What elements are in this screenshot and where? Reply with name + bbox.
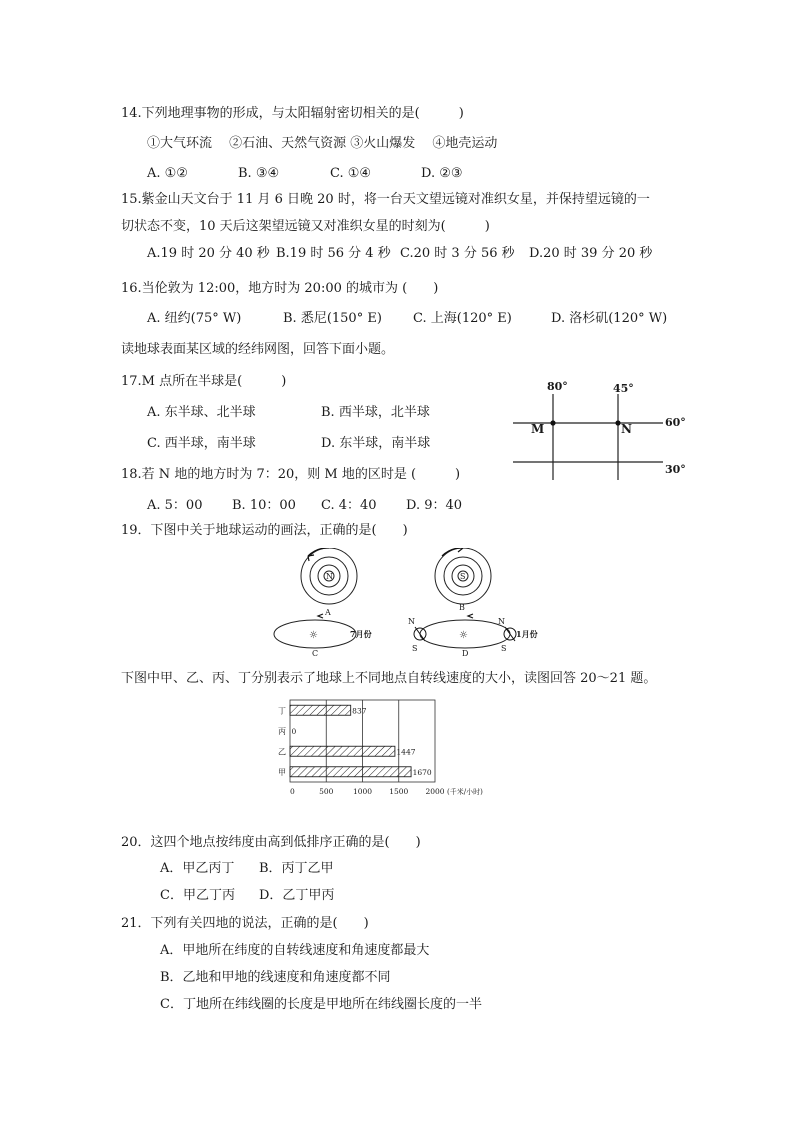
figure-d-month: 1月份: [516, 629, 538, 639]
q15-stem-line1: 15.紫金山天文台于 11 月 6 日晚 20 时，将一台天文望远镜对准织女星，并保持望远镜的一: [121, 192, 650, 207]
q21-option-b: B．乙地和甲地的线速度和角速度都不同: [160, 970, 391, 985]
figure-a-pole: N: [326, 572, 333, 581]
q20-option-d: D．乙丁甲丙: [259, 888, 335, 903]
value-label-丙: 0: [291, 726, 297, 736]
q18-option-d: D. 9：40: [406, 498, 463, 513]
rotation-velocity-chart: [270, 698, 510, 802]
q15-stem-line2: 切状态不变，10 天后这架望远镜又对准织女星的时刻为( ): [121, 219, 490, 234]
figure-a-label: A: [325, 608, 331, 617]
intro-20-21: 下图中甲、乙、丙、丁分别表示了地球上不同地点自转线速度的大小，读图回答 20～21 题。: [121, 671, 657, 686]
q17-option-c: C. 西半球，南半球: [147, 436, 256, 451]
category-乙: 乙: [278, 747, 286, 757]
category-丙: 丙: [278, 726, 286, 736]
point-n: [615, 420, 620, 425]
q21-option-c: C．丁地所在纬线圈的长度是甲地所在纬线圈长度的一半: [160, 997, 482, 1012]
q20-option-a: A．甲乙丙丁: [160, 861, 235, 876]
figure-d-pole-n2: N: [498, 617, 505, 626]
q20-stem: 20．这四个地点按纬度由高到低排序正确的是( ): [121, 835, 421, 850]
q14-option-a: A. ①②: [147, 166, 188, 181]
lon-label-80: 80°: [547, 380, 568, 393]
q19-stem: 19．下图中关于地球运动的画法，正确的是( ): [121, 523, 408, 538]
q15-option-a: A.19 时 20 分 40 秒: [147, 246, 270, 261]
category-丁: 丁: [278, 706, 286, 716]
point-m: [550, 420, 555, 425]
q18-option-c: C. 4：40: [321, 498, 377, 513]
q15-option-c: C.20 时 3 分 56 秒: [400, 246, 515, 261]
point-n-label: N: [621, 422, 632, 436]
value-label-乙: 1447: [396, 747, 416, 757]
q17-option-a: A. 东半球、北半球: [147, 405, 256, 420]
x-tick-0: 0: [290, 787, 295, 796]
q20-option-c: C．甲乙丁丙: [160, 888, 235, 903]
lon-label-45: 45°: [613, 382, 634, 395]
q18-stem: 18.若 N 地的地方时为 7：20，则 M 地的区时是 ( ): [121, 467, 461, 482]
figure-d-sun: ☼: [459, 630, 468, 641]
q18-option-a: A. 5：00: [147, 498, 203, 513]
category-甲: 甲: [278, 767, 286, 777]
figure-c: [274, 614, 372, 656]
value-label-甲: 1670: [412, 767, 432, 777]
bar-丁: [290, 705, 351, 715]
bar-甲: [290, 767, 411, 777]
lat-lon-grid-map: [505, 378, 700, 480]
q14-stem: 14.下列地理事物的形成，与太阳辐射密切相关的是( ): [121, 106, 464, 121]
q15-option-b: B.19 时 56 分 4 秒: [276, 246, 391, 261]
q16-option-b: B. 悉尼(150° E): [283, 311, 382, 326]
figure-b: [435, 548, 491, 612]
figure-c-label: C: [312, 649, 319, 656]
value-label-丁: 837: [352, 706, 367, 716]
x-tick-1500: 1500: [389, 787, 409, 796]
q14-option-c: C. ①④: [330, 166, 372, 181]
q17-stem: 17.M 点所在半球是( ): [121, 374, 287, 389]
lat-label-30: 30°: [665, 463, 686, 476]
q17-option-b: B. 西半球，北半球: [321, 405, 430, 420]
q21-option-a: A．甲地所在纬度的自转线速度和角速度都最大: [160, 943, 430, 958]
q20-option-b: B．丙丁乙甲: [259, 861, 334, 876]
lat-label-60: 60°: [665, 416, 686, 429]
q17-option-d: D. 东半球，南半球: [321, 436, 431, 451]
q16-option-c: C. 上海(120° E): [413, 311, 512, 326]
figure-a: [301, 548, 357, 617]
x-tick-500: 500: [319, 787, 334, 796]
q14-option-b: B. ③④: [238, 166, 280, 181]
figure-c-sun: ☼: [309, 630, 318, 641]
q16-stem: 16.当伦敦为 12:00，地方时为 20:00 的城市为 ( ): [121, 281, 439, 296]
figure-d: [408, 614, 538, 656]
q14-option-d: D. ②③: [421, 166, 463, 181]
q14-items: ①大气环流 ②石油、天然气资源 ③火山爆发 ④地壳运动: [147, 136, 498, 151]
q18-option-b: B. 10：00: [232, 498, 296, 513]
x-unit-label: (千米/小时): [447, 788, 483, 796]
figure-c-month: 7月份: [350, 629, 372, 639]
q15-option-d: D.20 时 39 分 20 秒: [529, 246, 653, 261]
x-tick-1000: 1000: [352, 787, 373, 796]
x-tick-2000: 2000: [425, 787, 445, 796]
earth-motion-figure: [268, 548, 540, 656]
figure-b-pole: S: [460, 572, 466, 581]
q21-stem: 21．下列有关四地的说法，正确的是( ): [121, 916, 369, 931]
figure-d-label: D: [462, 649, 469, 656]
bar-乙: [290, 746, 395, 756]
point-m-label: M: [531, 422, 545, 436]
figure-d-pole-s1: S: [412, 644, 418, 653]
intro-17-18: 读地球表面某区域的经纬网图，回答下面小题。: [121, 342, 395, 357]
q16-option-a: A. 纽约(75° W): [147, 311, 242, 326]
figure-d-pole-n1: N: [408, 617, 415, 626]
q16-option-d: D. 洛杉矶(120° W): [551, 311, 668, 326]
figure-b-label: B: [459, 603, 465, 612]
figure-d-pole-s2: S: [501, 644, 507, 653]
